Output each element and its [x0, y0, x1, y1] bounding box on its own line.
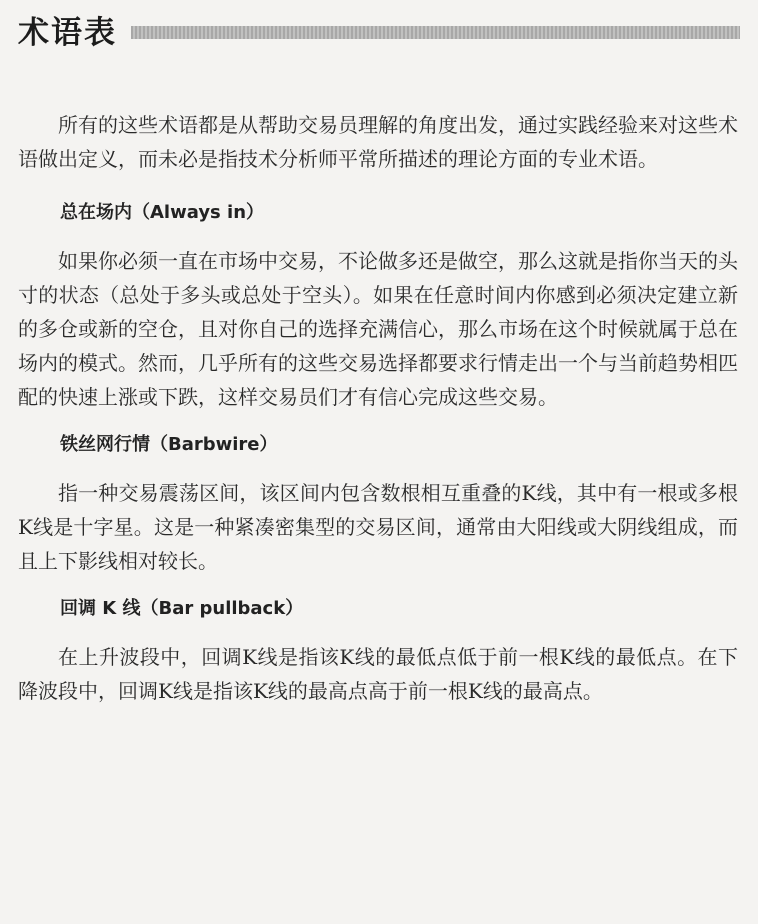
intro-paragraph: 所有的这些术语都是从帮助交易员理解的角度出发，通过实践经验来对这些术语做出定义，而未必是指技术分析师平常所描述的理论方面的专业术语。	[18, 113, 738, 171]
page-title: 术语表	[18, 14, 117, 51]
term-bar-pullback: 回调 K 线（Bar pullback）	[60, 598, 304, 619]
header-rule	[131, 26, 740, 39]
definition-bar-pullback: 在上升波段中，回调K线是指该K线的最低点低于前一根K线的最低点。在下降波段中，回调K线是指该K线的最高点高于前一根K线的最高点。	[18, 645, 738, 703]
definition-always-in: 如果你必须一直在市场中交易，不论做多还是做空，那么这就是指你当天的头寸的状态（总处于多头或总处于空头）。如果在任意时间内你感到必须决定建立新的多仓或新的空仓，且对你自己的选择充满信心，那么市场在这个时候就属于总在场内的模式。然而，几乎所有的这些交易选择都要求行情走出一个与当前趋势相匹配的快速上涨或下跌，这样交易员们才有信心完成这些交易。	[18, 249, 738, 409]
term-always-in: 总在场内（Always in）	[60, 202, 265, 223]
definition-barbwire: 指一种交易震荡区间，该区间内包含数根相互重叠的K线，其中有一根或多根K线是十字星。这是一种紧凑密集型的交易区间，通常由大阳线或大阴线组成，而且上下影线相对较长。	[18, 481, 738, 573]
page-header	[18, 6, 740, 52]
term-barbwire: 铁丝网行情（Barbwire）	[60, 434, 278, 455]
page-content	[18, 108, 738, 708]
